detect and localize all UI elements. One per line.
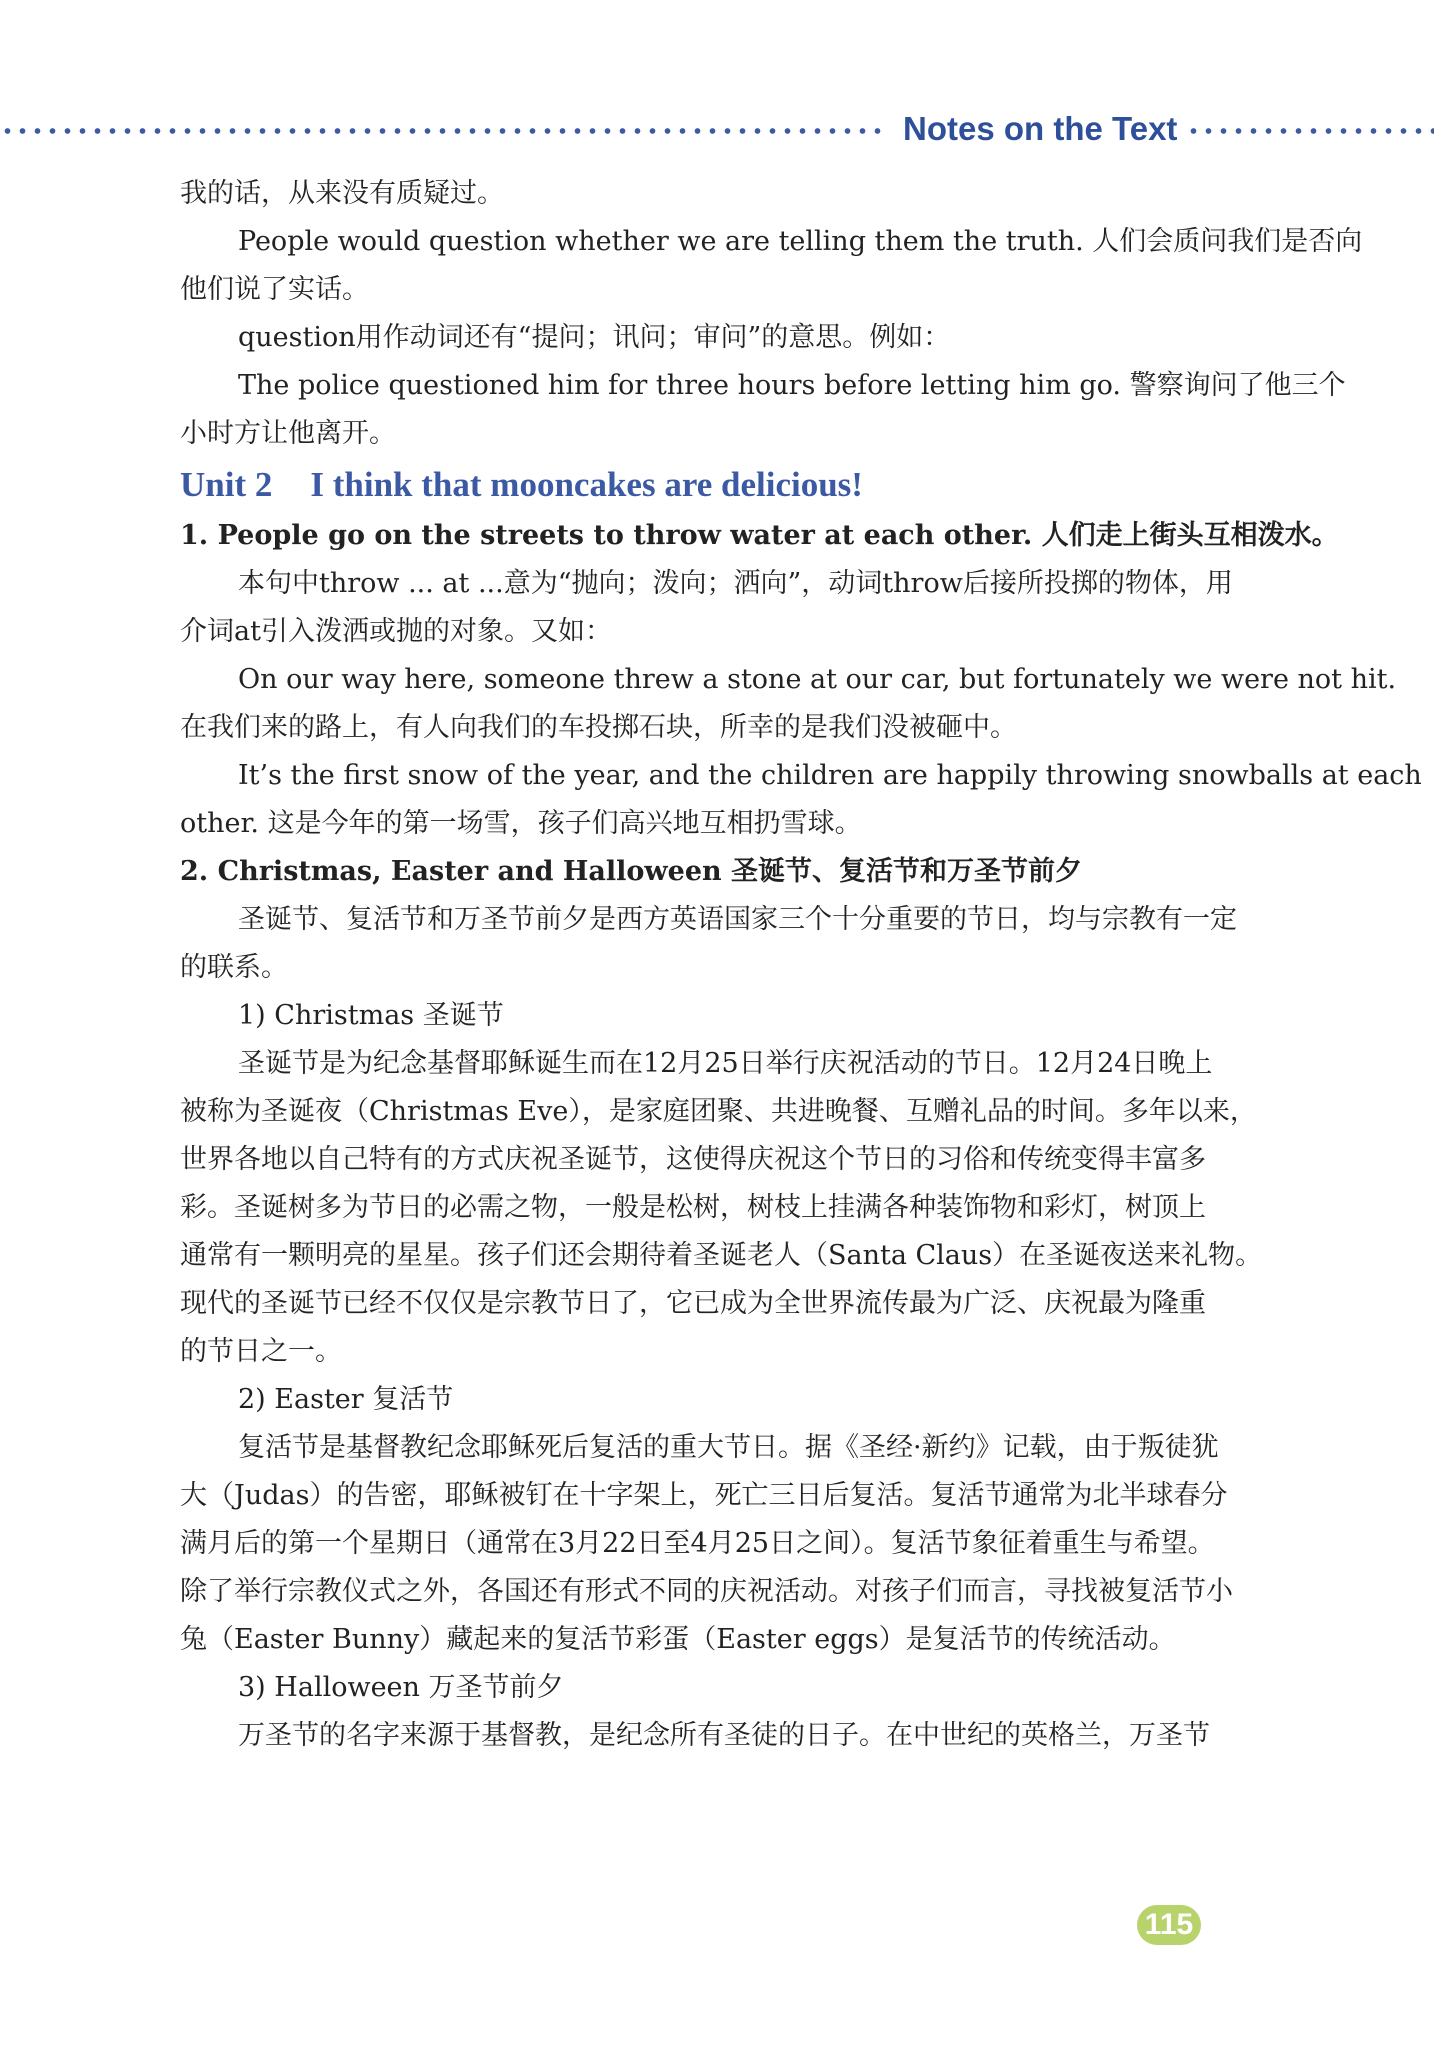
example-line: 他们说了实话。 <box>180 274 369 305</box>
body-line: 的节日之一。 <box>180 1336 342 1367</box>
running-header <box>0 108 1434 152</box>
body-line: 现代的圣诞节已经不仅仅是宗教节日了，它已成为全世界流传最为广泛、庆祝最为隆重 <box>180 1288 1206 1319</box>
body-line: 被称为圣诞夜（Christmas Eve），是家庭团聚、共进晚餐、互赠礼品的时间。多年以来， <box>180 1096 1257 1127</box>
subsection-title-christmas: 1) Christmas 圣诞节 <box>238 1000 504 1031</box>
item-heading: 2. Christmas, Easter and Halloween 圣诞节、复活节和万圣节前夕 <box>180 856 1083 887</box>
note-item-2 <box>180 848 1285 1760</box>
item-heading: 1. People go on the streets to throw water at each other. 人们走上街头互相泼水。 <box>180 520 1339 551</box>
example-line: 小时方让他离开。 <box>180 418 396 449</box>
body-line: 除了举行宗教仪式之外，各国还有形式不同的庆祝活动。对孩子们而言，寻找被复活节小 <box>180 1576 1233 1607</box>
unit-heading <box>180 458 1285 512</box>
intro-line: 圣诞节、复活节和万圣节前夕是西方英语国家三个十分重要的节日，均与宗教有一定 <box>238 904 1237 935</box>
unit-number: Unit 2 <box>180 465 273 504</box>
body-line: 兔（Easter Bunny）藏起来的复活节彩蛋（Easter eggs）是复活节的传统活动。 <box>180 1624 1176 1655</box>
header-title: Notes on the Text <box>903 110 1178 147</box>
body-line: 万圣节的名字来源于基督教，是纪念所有圣徒的日子。在中世纪的英格兰，万圣节 <box>238 1720 1210 1751</box>
example-line: It’s the first snow of the year, and the children are happily throwing snowballs at each <box>238 760 1422 791</box>
dotted-rule-right <box>1186 128 1434 134</box>
page-body <box>180 170 1422 1760</box>
intro-line: 的联系。 <box>180 952 288 983</box>
example-line: People would question whether we are telling them the truth. 人们会质问我们是否向 <box>238 226 1363 257</box>
body-line: 满月后的第一个星期日（通常在3月22日至4月25日之间）。复活节象征着重生与希望。 <box>180 1528 1215 1559</box>
body-line: 彩。圣诞树多为节日的必需之物，一般是松树，树枝上挂满各种装饰物和彩灯，树顶上 <box>180 1192 1206 1223</box>
page-number: 115 <box>1137 1905 1201 1945</box>
body-line: 大（Judas）的告密，耶稣被钉在十字架上，死亡三日后复活。复活节通常为北半球春分 <box>180 1480 1228 1511</box>
example-line: The police questioned him for three hours before letting him go. 警察询问了他三个 <box>238 370 1346 401</box>
subsection-title-halloween: 3) Halloween 万圣节前夕 <box>238 1672 564 1703</box>
subsection-title-easter: 2) Easter 复活节 <box>238 1384 454 1415</box>
paragraph-line: 我的话，从来没有质疑过。 <box>180 178 504 209</box>
body-line: 复活节是基督教纪念耶稣死后复活的重大节日。据《圣经·新约》记载，由于叛徒犹 <box>238 1432 1219 1463</box>
example-line: 在我们来的路上，有人向我们的车投掷石块，所幸的是我们没被砸中。 <box>180 712 1017 743</box>
dotted-rule-left <box>0 128 882 134</box>
example-line: other. 这是今年的第一场雪，孩子们高兴地互相扔雪球。 <box>180 808 862 839</box>
unit-title: I think that mooncakes are delicious! <box>310 465 863 504</box>
note-item-1 <box>180 512 1422 848</box>
example-line: On our way here, someone threw a stone at our car, but fortunately we were not hit. <box>238 664 1397 695</box>
body-line: 圣诞节是为纪念基督耶稣诞生而在12月25日举行庆祝活动的节日。12月24日晚上 <box>238 1048 1213 1079</box>
explanation-line: 本句中throw ... at ...意为“抛向；泼向；洒向”，动词throw后接所投掷的物体，用 <box>238 568 1233 599</box>
continued-section <box>180 170 1363 458</box>
body-line: 世界各地以自己特有的方式庆祝圣诞节，这使得庆祝这个节日的习俗和传统变得丰富多 <box>180 1144 1206 1175</box>
body-line: 通常有一颗明亮的星星。孩子们还会期待着圣诞老人（Santa Claus）在圣诞夜送来礼物。 <box>180 1240 1263 1271</box>
explanation-line: 介词at引入泼洒或抛的对象。又如： <box>180 616 612 647</box>
usage-note: question用作动词还有“提问；讯问；审问”的意思。例如： <box>238 322 951 353</box>
